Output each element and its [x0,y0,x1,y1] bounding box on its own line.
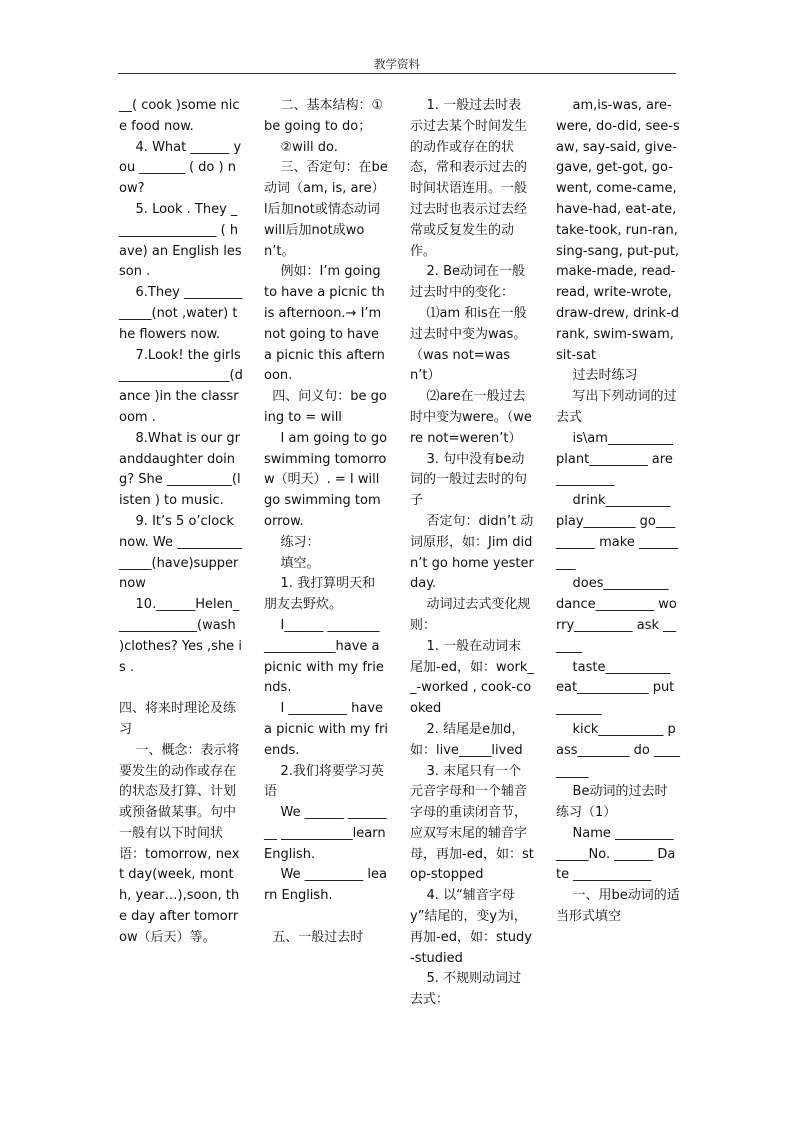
paragraph: 5. Look . They ________________ ( have) an English lesson . [119,201,242,280]
paragraph [264,907,388,928]
paragraph: 四、问义句：be going to = will [264,389,387,425]
paragraph: 五、一般过去时 [264,929,364,945]
paragraph: 7.Look! the girls _________________(dance )in the classroom . [119,347,245,425]
paragraph: 8.What is our granddaughter doing? She __________(listen ) to music. [119,430,241,509]
paragraph: kick__________ pass________ do _________ [556,721,680,779]
paragraph: drink__________ play________ go_________ make _________ [556,493,678,571]
paragraph: Name ______________No. ______ Date ____________ [556,825,676,883]
paragraph: 9. It’s 5 o’clock now. We _______________(have)supper now [119,513,243,592]
paragraph: 一、用be动词的适当形式填空 [556,888,680,925]
page-header: 教学资料 [374,57,420,71]
paragraph: 否定句：didn’t 动词原形，如：Jim didn’t go home yesterday. [410,513,534,592]
paragraph: 6.They ______________(not ,water) the flowers now. [119,285,243,342]
paragraph: We ______ ________ ___________learn English. [264,805,390,862]
paragraph: does__________ dance_________ worry_________ ask ______ [556,576,677,654]
paragraph: ②will do. [264,139,338,155]
paragraph: 三、否定句：在be动词（am, is, are）l后加not或情态动词will后加not成won’t。 [264,160,388,259]
paragraph: 过去时练习 [556,368,638,384]
paragraph: 10.______Helen_____________(wash )clothes? Yes ,she is . [119,597,242,675]
paragraph [119,678,243,699]
paragraph: 2. Be动词在一般过去时中的变化： [410,264,525,301]
paragraph: 3. 末尾只有一个元音字母和一个辅音字母的重读闭音节，应双写末尾的辅音字母，再加-ed，如：stop-stopped [410,763,534,883]
column-1 [119,96,243,949]
paragraph: __( cook )some nice food now. [119,98,240,134]
column-2 [264,96,392,949]
paragraph: We _________ learn English. [264,867,387,904]
paragraph: is\am__________ plant_________ are _________ [556,430,678,488]
paragraph: 四、将来时理论及练习 [119,701,237,737]
column-4 [556,96,684,928]
paragraph: 一、概念：表示将要发生的动作或存在的状态及打算、计划或预备做某事。句中一般有以下时间状语：tomorrow, next day(week, month, year…),soon, the day after tomorrow（后天）等。 [119,742,240,945]
paragraph: 动词过去式变化规则： [410,597,531,633]
paragraph: 例如：I’m going to have a picnic this afternoon.→ I’m not going to have a picnic this afternoon. [264,264,386,384]
paragraph: 1. 一般在动词末尾加-ed，如：work__-worked , cook-cooked [410,638,534,717]
paragraph: 4. What ______ you _______ ( do ) now? [119,139,242,197]
paragraph: 3. 句中没有be动词的一般过去时的句子 [410,451,528,509]
paragraph: 2.我们将要学习英语 [264,763,384,800]
paragraph: 1. 我打算明天和朋友去野炊。 [264,576,376,613]
paragraph: I _________ have a picnic with my friends. [264,701,388,758]
paragraph: 练习： [264,534,320,550]
paragraph: 1. 一般过去时表示过去某个时间发生的动作或存在的状态，常和表示过去的时间状语连用。一般过去时也表示过去经常或反复发生的动作。 [410,98,528,259]
paragraph: 填空。 [264,555,320,571]
column-3 [410,96,534,1011]
paragraph: ⑵are在一般过去时中变为were。（were not=weren’t） [410,389,532,446]
paragraph: am,is-was, are-were, do-did, see-saw, say-said, give-gave, get-got, go-went, come-came, have-had, eat-ate, take-took, run-ran, sing-sang, put-put, make-made, read-read, write-wrote, draw-drew, drink-drank, swim-swam, sit-sat [556,98,684,363]
paragraph: I am going to go swimming tomorrow（明天）. = I will go swimming tomorrow. [264,430,392,529]
paragraph: 2. 结尾是e加d，如：live_____lived [410,721,525,758]
paragraph: ⑴am 和is在一般过去时中变为was。（was not=wasn’t） [410,305,527,384]
paragraph: 4. 以“辅音字母y”结尾的，变y为i，再加-ed，如：study-studied [410,888,532,966]
paragraph: taste__________ eat___________ put _______ [556,659,679,717]
paragraph: I______ ________ ___________have a picnic with my friends. [264,617,384,696]
paragraph: 写出下列动词的过去式 [556,389,677,425]
paragraph: Be动词的过去时练习（1） [556,784,668,821]
header-divider [118,73,676,74]
paragraph: 二、基本结构：① be going to do； [264,98,388,134]
paragraph: 5. 不规则动词过去式： [410,971,522,1008]
